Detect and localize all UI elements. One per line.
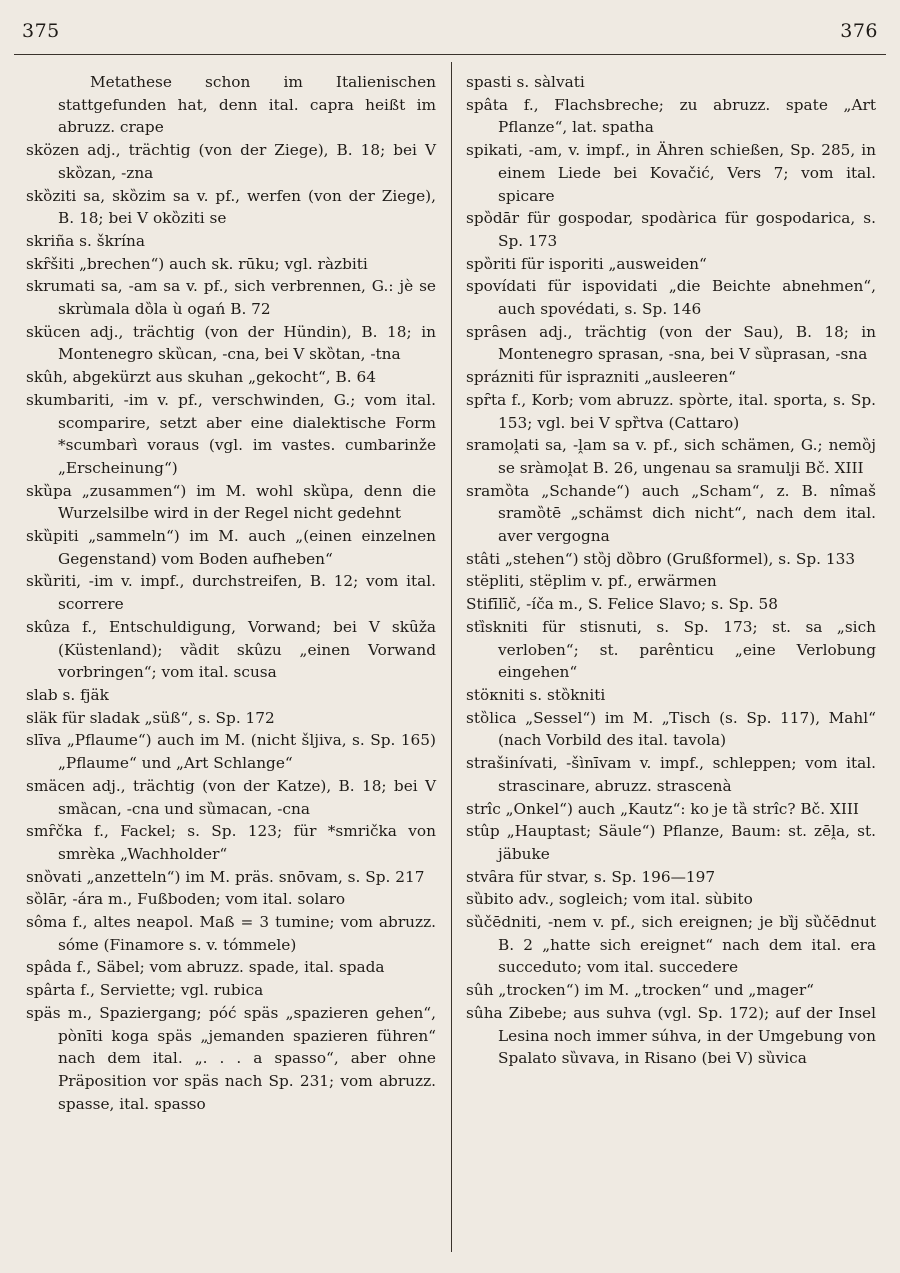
dictionary-entry: stȉskniti für stisnuti, s. Sp. 173; st. sa „sich verloben“; st. parênticu „eine Verlobung eingehen“ — [466, 617, 876, 682]
dictionary-entry: sramȍta „Schande“) auch „Scham“, z. B. nîmaš sramȍtē „schämst dich nicht“, nach dem ital. aver vergogna — [466, 481, 876, 546]
dictionary-entry: skumbariti, -im v. pf., verschwinden, G.; vom ital. scomparire, setzt aber eine dialektische Form *scumbarì voraus (vgl. im vastes. cumbarinže „Erscheinung“) — [26, 390, 436, 477]
column-separator — [451, 62, 452, 1252]
dictionary-entry: skȕpiti „sammeln“) im M. auch „(einen einzelnen Gegenstand) vom Boden aufheben“ — [26, 527, 436, 568]
dictionary-entry: smäcen adj., trächtig (von der Katze), B. 18; bei V smȁcan, -cna und sȕmacan, -cna — [26, 776, 436, 818]
left-column — [26, 71, 436, 1115]
dictionary-entry: spovídati für ispovidati „die Beichte abnehmen“, auch spovédati, s. Sp. 146 — [466, 277, 876, 319]
dictionary-entry: spâda f., Säbel; vom abruzz. spade, ital. spada — [26, 958, 385, 977]
dictionary-entry: Metathese schon im Italienischen stattgefunden hat, denn ital. capra heißt im abruzz. crape — [58, 73, 436, 137]
dictionary-entry: stâti „stehen“) stȍj dȍbro (Grußformel), s. Sp. 133 — [466, 549, 856, 568]
dictionary-entry: sôma f., altes neapol. Maß = 3 tumine; vom abruzz. sóme (Finamore s. v. tómmele) — [26, 913, 436, 954]
page-number-left: 375 — [22, 20, 60, 42]
dictionary-entry: sȍlār, -ára m., Fußboden; vom ital. solaro — [26, 890, 346, 909]
dictionary-entry: skȍziti sa, skȍzim sa v. pf., werfen (von der Ziege), B. 18; bei V okȍziti se — [26, 186, 436, 228]
dictionary-entry: sközen adj., trächtig (von der Ziege), B. 18; bei V skȍzan, -zna — [26, 141, 436, 182]
dictionary-entry: spikati, -am, v. impf., in Ähren schießen, Sp. 285, in einem Liede bei Kovačić, Vers 7; vom ital. spicare — [466, 141, 876, 205]
dictionary-entry: spârta f., Serviette; vgl. rubica — [26, 981, 264, 1000]
dictionary-entry: skȕpa „zusammen“) im M. wohl skȕpa, denn die Wurzelsilbe wird in der Regel nicht gedehnt — [26, 481, 436, 523]
dictionary-entry: stȍlica „Sessel“) im M. „Tisch (s. Sp. 117), Mahl“ (nach Vorbild des ital. tavola) — [466, 708, 876, 750]
dictionary-entry: skriña s. škrína — [26, 231, 146, 250]
dictionary-entry: sprázniti für isprazniti „ausleeren“ — [466, 368, 736, 387]
dictionary-entry: spâta f., Flachsbreche; zu abruzz. spate „Art Pflanze“, lat. spatha — [466, 95, 876, 137]
dictionary-entry: stöкniti s. stȍkniti — [466, 685, 606, 704]
dictionary-entry: sȕčēdniti, -nem v. pf., sich ereignen; je bȉj sȕčēdnut B. 2 „hatte sich ereignet“ nach dem ital. era succeduto; vom ital. succedere — [466, 913, 876, 977]
dictionary-entry: stvȃra für stvar, s. Sp. 196—197 — [466, 867, 716, 886]
dictionary-entry: sûh „trocken“) im M. „trocken“ und „mager“ — [466, 981, 814, 1000]
dictionary-entry: snȍvati „anzetteln“) im M. präs. snōvam, s. Sp. 217 — [26, 867, 425, 886]
dictionary-entry: spasti s. sàlvati — [466, 73, 585, 91]
dictionary-entry: skûza f., Entschuldigung, Vorwand; bei V skȗža (Küstenland); vȁdit skûzu „einen Vorwand vorbringen“; vom ital. scusa — [26, 617, 436, 682]
dictionary-entry: sramoḽati sa, -ḽam sa v. pf., sich schämen, G.; nemȍj se sràmoḽat B. 26, ungenau sa sramulji Bč. XIII — [466, 436, 876, 477]
dictionary-entry: skrumati sa, -am sa v. pf., sich verbrennen, G.: jè se skrùmala dȍla ù ogań B. 72 — [26, 277, 436, 319]
dictionary-entry: Stifīlīč, -íča m., S. Felice Slavo; s. Sp. 58 — [466, 595, 779, 614]
dictionary-entry: skȕriti, -im v. impf., durchstreifen, B. 12; vom ital. scorrere — [26, 572, 436, 614]
header-rule — [14, 54, 886, 55]
dictionary-entry: skücen adj., trächtig (von der Hündin), B. 18; in Montenegro skȕcan, -cna, bei V skȍtan, -tna — [26, 322, 436, 364]
dictionary-entry: stëpliti, stëplim v. pf., erwärmen — [466, 572, 717, 591]
dictionary-entry: slīva „Pflaume“) auch im M. (nicht šljiva, s. Sp. 165) „Pflaume“ und „Art Schlange“ — [26, 731, 436, 773]
dictionary-entry: sûha Zibebe; aus suhva (vgl. Sp. 172); auf der Insel Lesina noch immer súhva, in der Umgebung von Spalato sȕvava, in Risano (bei V) sȕvica — [466, 1003, 876, 1068]
dictionary-entry: stûp „Hauptast; Säule“) Pflanze, Baum: st. zēḽa, st. jäbuke — [466, 822, 876, 863]
dictionary-entry: sprȃsen adj., trächtig (von der Sau), B. 18; in Montenegro sprasan, -sna, bei V sȕprasan, -sna — [466, 322, 876, 364]
dictionary-entry: späs m., Spaziergang; póć späs „spazieren gehen“, pònīti koga späs „jemanden spazieren führen“ nach dem ital. „. . . a spasso“, aber ohne Präposition vor späs nach Sp. 231; vom abruzz. spasse, ital. spasso — [26, 1003, 436, 1113]
dictionary-entry: släk für sladak „süß“, s. Sp. 172 — [26, 708, 275, 727]
dictionary-entry: sȕbito adv., sogleich; vom ital. sùbito — [466, 890, 753, 909]
dictionary-entry: skȓšiti „brechen“) auch sk. rūku; vgl. ràzbiti — [26, 254, 368, 273]
dictionary-entry: slab s. fjäk — [26, 685, 109, 704]
right-column — [466, 71, 876, 1070]
dictionary-entry: spȍdār für gospodar, spodàrica für gospodarica, s. Sp. 173 — [466, 209, 876, 250]
dictionary-entry: spȓta f., Korb; vom abruzz. spòrte, ital. sporta, s. Sp. 153; vgl. bei V spȑtva (Cattaro) — [466, 390, 876, 432]
dictionary-entry: skûh, abgekürzt aus skuhan „gekocht“, B. 64 — [26, 368, 376, 387]
dictionary-entry: smȓčka f., Fackel; s. Sp. 123; für *smrička von smrèka „Wachholder“ — [26, 822, 436, 863]
dictionary-entry: strîc „Onkel“) auch „Kautz“: ko je tȁ strîc? Bč. XIII — [466, 799, 859, 818]
dictionary-entry: strašinívati, -šìnīvam v. impf., schleppen; vom ital. strascinare, abruzz. strascenà — [466, 754, 876, 795]
page-number-right: 376 — [840, 20, 878, 42]
dictionary-entry: spȍriti für isporiti „ausweiden“ — [466, 254, 707, 273]
